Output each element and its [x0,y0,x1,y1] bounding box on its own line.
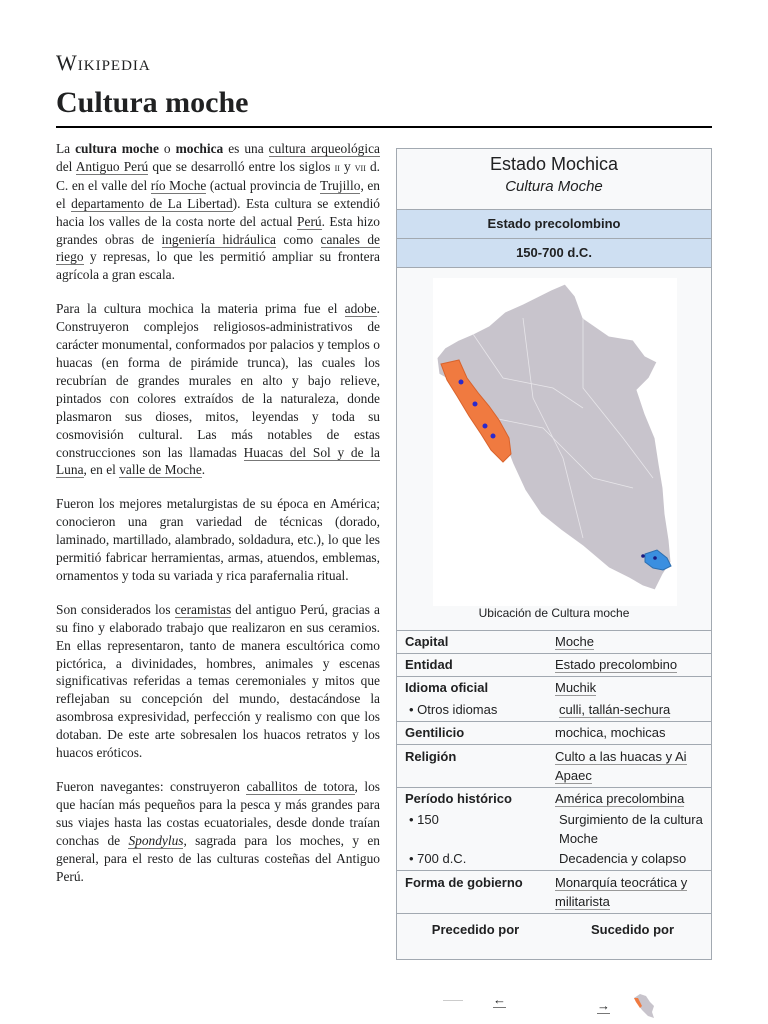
paragraph-4: Son considerados los ceramistas del antiguo Perú, gracias a su fino y elaborado trabajo que realizaron en sus ceramios. En ellas representaron, tanto de manera escultórica como pictórica, a divinidades, hombres, animales y escenas significativas referidas a temas ceremoniales y mitos que reflejaban su concepción del mundo, destacándose la asombrosa expresividad, perfección y realismo con que los dotaban. De este arte sobresalen los huacos retratos y los huacos eróticos. [56,601,380,761]
link-cultura-arqueologica[interactable]: cultura arqueológica [268,141,380,156]
row-entidad [397,653,711,676]
bold-term: mochica [175,141,224,156]
row-value [555,677,703,699]
row-key: Entidad [405,657,453,672]
peru-map-image [433,278,677,606]
paragraph-1: La cultura moche o mochica es una cultura arqueológica del Antiguo Perú que se desarrolló entre los siglos ii y vii d. C. en el valle del río Moche (actual provincia de Trujillo, en el departamento de La Libertad). Esta cultura se extendió hacia los valles de la costa norte del actual Perú. Esta hizo grandes obras de ingeniería hidráulica como canales de riego y represas, lo que les permitió ampliar su frontera agrícola a gran escala. [56,141,381,283]
row-forma-de-gobierno [397,870,711,913]
row-gentilicio [397,721,711,744]
page-title: Cultura moche [56,86,249,119]
infobox-band-type: Estado precolombino [397,209,711,238]
preceding-flag-placeholder [443,1000,463,1001]
infobox-band-period: 150-700 d.C. [397,238,711,267]
link-adobe[interactable]: adobe [344,301,377,317]
row-value [555,747,703,787]
row-value [555,631,703,653]
link-estado-precolombino[interactable]: Estado precolombino [555,657,678,672]
row-value: Decadencia y colapso [559,851,687,866]
row-idioma-oficial [397,676,711,699]
wikipedia-logo[interactable]: Wikipedia [56,50,151,75]
row-key: • Otros idiomas [409,702,498,717]
link-peru[interactable]: Perú [297,213,322,229]
link-rio-moche[interactable]: río Moche [150,177,207,193]
infobox-rows [397,630,711,913]
row-periodo-historico [397,787,711,810]
link-ceramistas[interactable]: ceramistas [174,601,232,617]
link-ingenieria-hidraulica[interactable]: ingeniería hidráulica [161,231,276,247]
succession-box [397,913,711,1022]
link-valle-de-moche[interactable]: valle de Moche [119,462,202,478]
peru-thumbnail-icon[interactable] [632,992,656,1020]
row-key: • 150 [409,812,439,827]
row-religion [397,744,711,787]
succeeded-by-label: Sucedido por [590,922,675,937]
row-value [555,654,703,676]
row-key: Idioma oficial [405,680,489,695]
location-map[interactable] [433,278,677,606]
row-value [555,788,703,810]
link-huacas-sol-luna[interactable]: Huacas del Sol y de la Luna [56,444,380,478]
link-trujillo[interactable]: Trujillo [320,177,361,193]
article-body [56,140,380,901]
row-key: • 700 d.C. [409,851,467,866]
link-muchik[interactable]: Muchik [555,680,597,695]
row-key: Período histórico [405,791,512,806]
row-key: Religión [405,749,457,764]
preceded-by-label: Precedido por [431,922,520,937]
title-divider [56,126,712,128]
link-la-libertad[interactable]: departamento de La Libertad [71,195,233,211]
paragraph-5: Fueron navegantes: construyeron caballitos de totora, los que hacían más pequeños para la pesca y más grandes para sus viajes hasta las costas ecuatoriales, desde donde traían conchas de Spondylus, sagrada para los moches, y en general, para el resto de las culturas costeñas del Antiguo Perú. [56,779,380,884]
link-spondylus[interactable]: Spondylus [128,832,184,848]
row-key: Capital [405,634,449,649]
row-700 [397,848,711,870]
link-forma-gobierno[interactable]: Monarquía teocrática y militarista [555,875,688,909]
map-caption: Ubicación de Cultura moche [478,606,630,620]
link-otros-idiomas[interactable]: culli, tallán-sechura [559,702,671,717]
right-arrow-icon[interactable]: → [597,998,610,1013]
link-america-precolombina[interactable]: América precolombina [555,791,685,806]
link-antiguo-peru[interactable]: Antiguo Perú [75,158,149,174]
row-150 [397,810,711,848]
bold-term: cultura moche [75,141,159,156]
succeeded-by-nav[interactable] [597,992,656,1020]
infobox-subtitle: Cultura Moche [505,178,603,195]
row-value [555,873,703,913]
row-key: Forma de gobierno [405,875,523,890]
row-capital [397,630,711,653]
infobox-header [397,149,711,198]
infobox-title: Estado Mochica [489,154,619,174]
left-arrow-icon[interactable]: ← [493,992,506,1007]
link-caballitos-de-totora[interactable]: caballitos de totora [246,779,355,794]
row-value [559,699,703,721]
paragraph-2: Para la cultura mochica la materia prima fue el adobe. Construyeron complejos religiosos-administrativos de carácter monumental, conformados por palacios y templos o huacas (en forma de pirámide trunca), las cuales los recubrían de grandes murales en alto y bajo relieve, pintados con colores extraídos de la naturaleza, donde plasmaron sus dioses, mitos, leyendas y toda su cosmovisión cultural. Las más notables de estas construcciones son las llamadas Huacas del Sol y de la Luna, en el valle de Moche. [56,301,380,478]
preceded-by-nav[interactable] [443,992,506,1008]
paragraph-3: Fueron los mejores metalurgistas de su época en América; conocieron una gran variedad de técnicas (dorado, laminado, martillado, alambrado, soldadura, etc.), lo que les permitió fabricar herramientas, armas, atuendos, emblemas, ornamentos y toda su variada y rica parafernalia ritual. [56,496,380,583]
infobox-map-section [397,267,711,630]
link-canales-de-riego[interactable]: canales de riego [56,231,380,265]
row-key: Gentilicio [405,725,465,740]
link-religion[interactable]: Culto a las huacas y Ai Apaec [555,749,687,783]
row-value: Surgimiento de la cultura Moche [559,812,703,846]
row-otros-idiomas [397,699,711,721]
row-value: mochica, mochicas [555,725,666,740]
infobox [396,148,712,1013]
link-moche[interactable]: Moche [555,634,595,649]
